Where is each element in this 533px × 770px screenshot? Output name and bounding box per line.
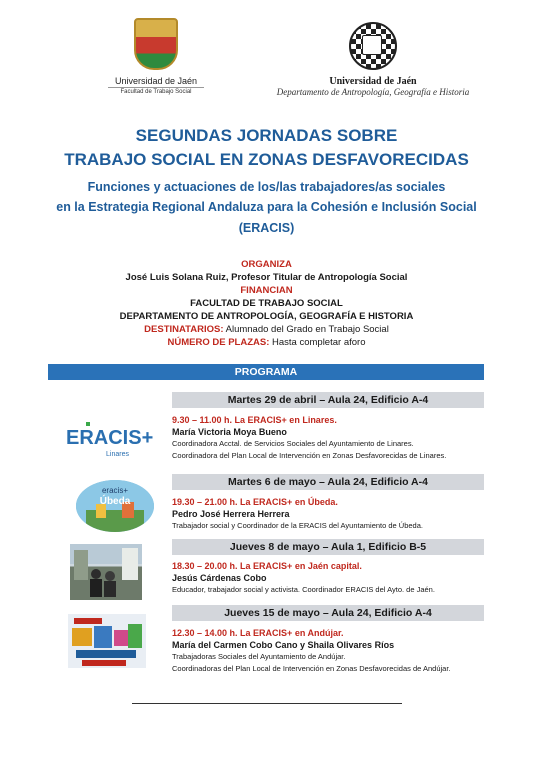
session-3 bbox=[172, 560, 484, 596]
organiza-label: ORGANIZA bbox=[241, 259, 292, 270]
plazas-value: Hasta completar aforo bbox=[269, 337, 366, 348]
subtitle-line-3: (ERACIS) bbox=[238, 221, 295, 235]
title-line-2: TRABAJO SOCIAL EN ZONAS DESFAVORECIDAS bbox=[64, 150, 469, 169]
session-3-time: 18.30 – 20.00 h. La ERACIS+ en Jaén capital. bbox=[172, 561, 362, 571]
session-4-time: 12.30 – 14.00 h. La ERACIS+ en Andújar. bbox=[172, 628, 344, 638]
session-2-desc-1: Trabajador social y Coordinador de la ERACIS del Ayuntamiento de Úbeda. bbox=[172, 521, 423, 530]
destinatarios-line bbox=[0, 324, 533, 335]
andujar-poster-image bbox=[68, 604, 146, 668]
session-2-time: 19.30 – 21.00 h. La ERACIS+ en Úbeda. bbox=[172, 497, 338, 507]
eracis-linares-logo bbox=[62, 416, 160, 460]
session-4-desc-1: Trabajadoras Sociales del Ayuntamiento de Andújar. bbox=[172, 652, 346, 661]
subtitle-line-1: Funciones y actuaciones de los/las trabajadores/as sociales bbox=[87, 180, 446, 194]
destinatarios-label: DESTINATARIOS: bbox=[144, 324, 224, 335]
footer-divider bbox=[132, 703, 402, 704]
ubeda-logo-text-2: Úbeda bbox=[99, 496, 131, 507]
session-3-desc-1: Educador, trabajador social y activista. Coordinador ERACIS del Ayto. de Jaén. bbox=[172, 585, 435, 594]
left-faculty-name: Facultad de Trabajo Social bbox=[108, 87, 204, 95]
plazas-label: NÚMERO DE PLAZAS: bbox=[167, 337, 270, 348]
session-1 bbox=[172, 414, 484, 462]
eracis-ubeda-logo bbox=[76, 480, 154, 532]
session-2-speaker: Pedro José Herrera Herrera bbox=[172, 509, 290, 519]
session-2 bbox=[172, 496, 484, 532]
ubeda-logo-text-1: eracis+ bbox=[101, 486, 129, 495]
session-1-desc-2: Coordinadora del Plan Local de Intervención en Zonas Desfavorecidas de Linares. bbox=[172, 451, 447, 460]
faculty-logo bbox=[108, 18, 204, 95]
title-line-1: SEGUNDAS JORNADAS SOBRE bbox=[135, 126, 398, 145]
session-3-day: Jueves 8 de mayo – Aula 1, Edificio B-5 bbox=[172, 539, 484, 555]
session-1-time: 9.30 – 11.00 h. La ERACIS+ en Linares. bbox=[172, 415, 337, 425]
session-2-day: Martes 6 de mayo – Aula 24, Edificio A-4 bbox=[172, 474, 484, 490]
university-crest-icon bbox=[134, 18, 178, 70]
financian-faculty: FACULTAD DE TRABAJO SOCIAL bbox=[190, 298, 343, 309]
jaen-activity-photo bbox=[70, 544, 142, 600]
session-3-speaker: Jesús Cárdenas Cobo bbox=[172, 573, 267, 583]
session-4-speaker: María del Carmen Cobo Cano y Shaila Olivares Ríos bbox=[172, 640, 395, 650]
destinatarios-value: Alumnado del Grado en Trabajo Social bbox=[223, 324, 389, 335]
department-logo bbox=[262, 22, 484, 97]
session-4-desc-2: Coordinadoras del Plan Local de Intervención en Zonas Desfavorecidas de Andújar. bbox=[172, 664, 451, 673]
session-4 bbox=[172, 627, 484, 675]
plazas-line bbox=[0, 337, 533, 348]
university-seal-icon bbox=[349, 22, 397, 70]
session-1-day: Martes 29 de abril – Aula 24, Edificio A-4 bbox=[172, 392, 484, 408]
financian-department: DEPARTAMENTO DE ANTROPOLOGÍA, GEOGRAFÍA E HISTORIA bbox=[119, 311, 414, 322]
left-university-name: Universidad de Jaén bbox=[114, 76, 198, 86]
financian-label: FINANCIAN bbox=[240, 285, 293, 296]
programa-header: PROGRAMA bbox=[48, 364, 484, 380]
eracis-logo-sub: Linares bbox=[106, 451, 129, 458]
right-department-name: Departamento de Antropología, Geografía e Historia bbox=[276, 87, 470, 97]
session-1-speaker: María Victoria Moya Bueno bbox=[172, 427, 287, 437]
right-university-name: Universidad de Jaén bbox=[329, 76, 417, 87]
organiza-value: José Luis Solana Ruiz, Profesor Titular de Antropología Social bbox=[125, 272, 408, 283]
eracis-logo-text: ERACIS+ bbox=[66, 427, 154, 449]
session-1-desc-1: Coordinadora Acctal. de Servicios Sociales del Ayuntamiento de Linares. bbox=[172, 439, 414, 448]
session-4-day: Jueves 15 de mayo – Aula 24, Edificio A-4 bbox=[172, 605, 484, 621]
subtitle-line-2: en la Estrategia Regional Andaluza para la Cohesión e Inclusión Social bbox=[56, 200, 477, 214]
